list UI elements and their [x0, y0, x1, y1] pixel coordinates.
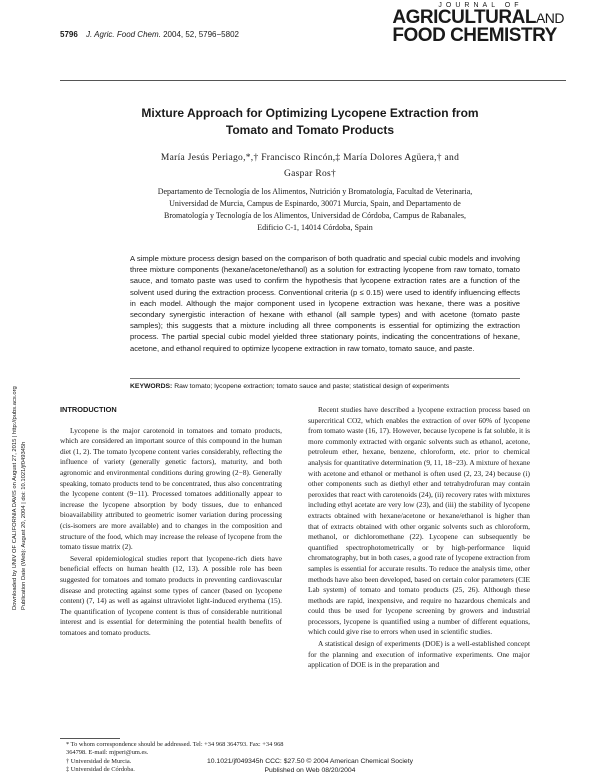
download-watermark	[4, 250, 36, 610]
journal-abbrev: J. Agric. Food Chem.	[86, 30, 161, 39]
footnote-divider	[60, 738, 120, 739]
journal-logo-line-3: FOOD CHEMISTRY	[392, 25, 557, 46]
body-column-right	[308, 405, 530, 672]
journal-logo	[392, 2, 564, 45]
article-title: Mixture Approach for Optimizing Lycopene Extraction from Tomato and Tomato Products	[141, 106, 479, 137]
author-list: María Jesús Periago,*,† Francisco Rincón,‡ María Dolores Agüera,† and Gaspar Ros†	[160, 153, 460, 179]
abstract: A simple mixture process design based on the comparison of both quadratic and special cubic models and involving three mixture components (hexane/acetone/ethanol) as a solution for extracting lycopene from raw tomato, tomato sauce, and tomato paste was used to confirm the hypothesis that lycopene extraction rates are a function of the solvent used during the extraction process. Conventional criteria (p ≤ 0.15) were used to identify influencing effects in each model. Although the major component used in lycopene extraction was hexane, there was a positive secondary synergistic interaction of hexane with ethanol (all sample types) and with acetone (tomato paste samples); this suggests that a mixture including all three components is essential for optimizing the extraction process. The partial special cubic model yielded three stationary points, indicating the concentrations of hexane, acetone, and ethanol required to optimize lycopene extraction in raw tomato, tomato sauce, and paste.	[130, 254, 520, 353]
paragraph: A statistical design of experiments (DOE) is a well-established concept for the planning and execution of informative experiments. One major application of DOE is in the preparation and	[308, 639, 530, 670]
download-watermark-line-2: Publication Date (Web): August 20, 2004 | doi: 10.1021/jf049345h	[21, 441, 27, 610]
keywords	[130, 378, 520, 392]
journal-logo-line-2: AGRICULTURALAND	[392, 7, 564, 28]
journal-logo-line-1: JOURNAL OF	[438, 2, 523, 9]
page-number: 5796	[60, 30, 78, 39]
doi-line: 10.1021/jf049345h CCC: $27.50 © 2004 American Chemical Society	[206, 758, 414, 765]
page-footer	[120, 757, 500, 775]
affiliations: Departamento de Tecnología de los Alimentos, Nutrición y Bromatología, Facultad de Veterinaria, Universidad de Murcia, Campus de Espinardo, 30071 Murcia, Spain, and Departamento de Bromatología y Tecnología de los Alimentos, Universidad de Córdoba, Campus de Rabanales, Edificio C-1, 14014 Córdoba, Spain	[157, 187, 473, 232]
body-column-left	[60, 405, 282, 639]
paragraph: Several epidemiological studies report that lycopene-rich diets have beneficial effects on human health (12, 13). A possible role has been suggested for tomatoes and tomato products in preventing cardiovascular disease and protecting against some types of cancer (based on lycopene content) (7, 14) as well as against ultraviolet light-induced erythema (15). The quantification of lycopene content is thus of considerable nutritional interest and is essential for determining the potential health benefits of tomatoes and tomato products.	[60, 553, 282, 637]
keywords-label: KEYWORDS:	[130, 383, 173, 390]
citation: 2004, 52, 5796−5802	[163, 30, 239, 39]
paragraph: Lycopene is the major carotenoid in tomatoes and tomato products, which are considered an important source of this compound in the human diet (1, 2). The tomato lycopene content varies considerably, reflecting the influence of variety (generally genetic factors), maturity, and both agronomic and environmental conditions during growing (2−8). Generally speaking, tomato products tend to be concentrated, thus also concentrating the lycopene content (9−11). Processed tomatoes additionally appear to increase the lycopene absorption by body tissues, due to enhanced bioavailability attributed to geometric isomer variation during processing (cis-isomers are more available) and to changes in the composition and structure of the food, which may increase the release of lycopene from the tomato tissue matrix (2).	[60, 425, 282, 552]
published-line: Published on Web 08/20/2004	[264, 767, 356, 774]
keywords-text: Raw tomato; lycopene extraction; tomato sauce and paste; statistical design of experiments	[174, 383, 450, 390]
running-header	[60, 30, 239, 39]
paragraph: Recent studies have described a lycopene extraction process based on supercritical CO2, which enables the extraction of over 60% of lycopene from tomato waste (16, 17). However, because lycopene is fat soluble, it is more commonly extracted with organic solvents such as ethanol, acetone, petroleum ether, hexane, benzene, chloroform, etc. prior to chemical analysis for quantitative determination (9, 11, 18−23). A mixture of hexane with acetone and ethanol or methanol is often used (2, 23, 24) because (i) other components such as diethyl ether and tetrahydrofuran may contain peroxides that react with carotenoids (24), (ii) recovery rates with mixtures including ethyl acetate are very low (23), and (iii) the stability of lycopene extracts obtained with hexane/acetone or hexane/ethanol is higher than that of extracts obtained with other organic solvents such as chloroform, methanol, or dichloromethane (22). Lycopene can subsequently be quantified spectrophotometrically or by high-performance liquid chromatography, but in both cases, a good rate of lycopene extraction from samples is essential for accurate results. To reduce the analysis time, other methods have also been developed, based on certain color parameters (CIE Lab system) of tomato and tomato products (25, 26). Although these methods are rapid, inexpensive, and require no hazardous chemicals and could thus be used for lycopene screening by growers and industrial processors, lycopene is quantified using a number of different equations, which could give rise to errors when used in scientific studies.	[308, 405, 530, 637]
download-watermark-line-1: Downloaded by UNIV OF CALIFORNIA DAVIS on August 27, 2015 | http://pubs.acs.org	[12, 386, 18, 610]
section-heading-introduction: INTRODUCTION	[60, 405, 117, 414]
footnotes: * To whom correspondence should be addressed. Tel: +34 968 364793. Fax: +34 968 364798. E-mail: mjperi@um.es. † Universidad de Murcia. ‡ Universidad de Córdoba.	[66, 741, 284, 774]
header-divider	[60, 80, 566, 81]
